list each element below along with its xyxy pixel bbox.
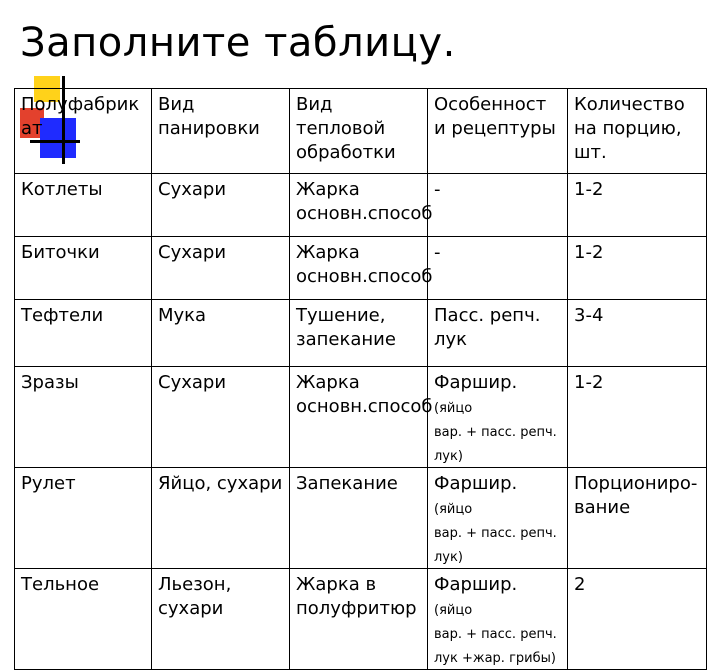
table-row xyxy=(15,367,707,468)
recipe-note: (яйцо вар. + пасс. репч. лук +жар. грибы) xyxy=(434,603,557,666)
cell-recipe-features xyxy=(428,174,568,237)
cell-heat-treatment: Жарка основн.способ xyxy=(290,174,428,237)
cell-breading: Мука xyxy=(152,300,290,367)
table-row xyxy=(15,468,707,569)
recipe-main: - xyxy=(434,179,441,200)
cell-heat-treatment: Запекание xyxy=(290,468,428,569)
cell-recipe-features xyxy=(428,367,568,468)
header-portion-quantity: Количество на порцию, шт. xyxy=(568,89,707,174)
cell-recipe-features xyxy=(428,300,568,367)
cell-breading: Сухари xyxy=(152,237,290,300)
table-row xyxy=(15,569,707,670)
cell-heat-treatment: Жарка основн.способ xyxy=(290,367,428,468)
cell-breading: Сухари xyxy=(152,174,290,237)
cell-product: Зразы xyxy=(15,367,152,468)
header-breading: Вид панировки xyxy=(152,89,290,174)
table-row xyxy=(15,174,707,237)
cell-heat-treatment: Жарка в полуфритюр xyxy=(290,569,428,670)
cell-portion-quantity: Порциониро- вание xyxy=(568,468,707,569)
cell-portion-quantity: 1-2 xyxy=(568,367,707,468)
semi-finished-products-table xyxy=(14,88,707,670)
recipe-main: Пасс. репч. лук xyxy=(434,305,541,350)
cell-recipe-features xyxy=(428,569,568,670)
cell-product: Тефтели xyxy=(15,300,152,367)
table-header-row xyxy=(15,89,707,174)
cell-portion-quantity: 1-2 xyxy=(568,237,707,300)
recipe-note: (яйцо вар. + пасс. репч. лук) xyxy=(434,401,557,464)
cell-portion-quantity: 1-2 xyxy=(568,174,707,237)
header-heat-treatment: Вид тепловой обработки xyxy=(290,89,428,174)
recipe-main: Фаршир. xyxy=(434,473,518,494)
header-recipe-features: Особенност и рецептуры xyxy=(428,89,568,174)
cell-portion-quantity: 2 xyxy=(568,569,707,670)
table-row xyxy=(15,300,707,367)
table-row xyxy=(15,237,707,300)
cell-breading: Сухари xyxy=(152,367,290,468)
cell-product: Рулет xyxy=(15,468,152,569)
recipe-main: Фаршир. xyxy=(434,574,518,595)
cell-product: Тельное xyxy=(15,569,152,670)
cell-breading: Льезон, сухари xyxy=(152,569,290,670)
cell-product: Биточки xyxy=(15,237,152,300)
recipe-note: (яйцо вар. + пасс. репч. лук) xyxy=(434,502,557,565)
header-product: Полуфабрик ат xyxy=(15,89,152,174)
cell-heat-treatment: Тушение, запекание xyxy=(290,300,428,367)
cell-recipe-features xyxy=(428,468,568,569)
cell-recipe-features xyxy=(428,237,568,300)
cell-heat-treatment: Жарка основн.способ xyxy=(290,237,428,300)
cell-portion-quantity: 3-4 xyxy=(568,300,707,367)
recipe-main: Фаршир. xyxy=(434,372,518,393)
cell-breading: Яйцо, сухари xyxy=(152,468,290,569)
page-title: Заполните таблицу. xyxy=(20,20,456,66)
cell-product: Котлеты xyxy=(15,174,152,237)
recipe-main: - xyxy=(434,242,441,263)
